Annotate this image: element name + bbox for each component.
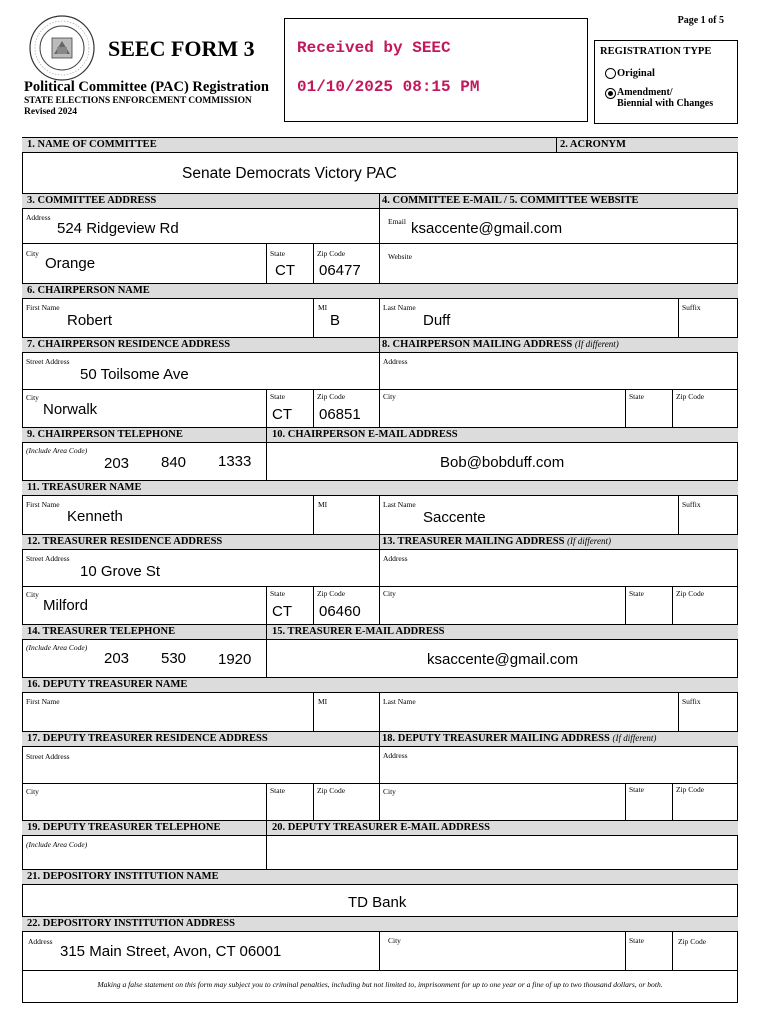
treasurer-state[interactable]: CT	[272, 603, 292, 620]
label-area-code-2: (Include Area Code)	[26, 643, 88, 652]
committee-state-field[interactable]: CT	[275, 262, 295, 279]
chair-phone-line[interactable]: 1333	[218, 453, 252, 470]
registration-type-title: REGISTRATION TYPE	[600, 46, 712, 57]
chair-state[interactable]: CT	[272, 406, 292, 423]
header-section-17-18	[22, 731, 738, 747]
treasurer-email-field[interactable]: ksaccente@gmail.com	[427, 651, 579, 668]
label-zip-2: Zip Code	[317, 392, 346, 401]
label-treasurer-mailing: 13. TREASURER MAILING ADDRESS (If different)	[382, 536, 611, 547]
depository-name-field[interactable]: TD Bank	[348, 894, 407, 911]
chair-email-field[interactable]: Bob@bobduff.com	[440, 454, 565, 471]
label-state-7: State	[629, 785, 644, 794]
stamp-line-2: 01/10/2025 08:15 PM	[297, 78, 480, 96]
header-section-16	[22, 677, 738, 693]
label-treasurer-name: 11. TREASURER NAME	[27, 482, 142, 493]
label-city-8: City	[388, 936, 401, 945]
label-amendment-2: Biennial with Changes	[617, 98, 714, 109]
chair-zip[interactable]: 06851	[319, 406, 361, 423]
label-amendment-1: Amendment/	[617, 87, 673, 98]
label-email: Email	[388, 217, 406, 226]
label-depository-name: 21. DEPOSITORY INSTITUTION NAME	[27, 871, 219, 882]
label-street-address-3: Street Address	[26, 752, 70, 761]
label-state-3: State	[629, 392, 644, 401]
label-state-4: State	[270, 589, 285, 598]
label-zip-8: Zip Code	[678, 937, 707, 946]
seec-seal	[28, 14, 96, 82]
treasurer-zip[interactable]: 06460	[319, 603, 361, 620]
label-address: Address	[26, 213, 51, 222]
label-area-code-3: (Include Area Code)	[26, 840, 88, 849]
label-address-2: Address	[383, 357, 408, 366]
page-number: Page 1 of 5	[677, 15, 724, 26]
label-acronym: 2. ACRONYM	[560, 139, 626, 150]
label-website: Website	[388, 252, 412, 261]
header-section-22	[22, 916, 738, 932]
received-stamp	[284, 18, 588, 122]
radio-original[interactable]	[605, 68, 616, 79]
label-name-of-committee: 1. NAME OF COMMITTEE	[27, 139, 157, 150]
chair-phone-prefix[interactable]: 840	[161, 454, 187, 471]
header-section-21	[22, 869, 738, 885]
label-city-6: City	[26, 787, 39, 796]
depository-address-field[interactable]: 315 Main Street, Avon, CT 06001	[60, 943, 282, 960]
label-area-code: (Include Area Code)	[26, 446, 88, 455]
label-state-8: State	[629, 936, 644, 945]
label-zip-3: Zip Code	[676, 392, 705, 401]
label-treasurer-phone: 14. TREASURER TELEPHONE	[27, 626, 176, 637]
label-chairperson-name: 6. CHAIRPERSON NAME	[27, 285, 150, 296]
label-original: Original	[617, 68, 655, 79]
header-section-19-20	[22, 820, 738, 836]
chair-first-name[interactable]: Robert	[67, 312, 113, 329]
treasurer-first-name[interactable]: Kenneth	[67, 508, 123, 525]
treasurer-city[interactable]: Milford	[43, 597, 89, 614]
label-mi-3: MI	[318, 697, 328, 706]
header-section-3-4	[22, 193, 738, 209]
label-state-5: State	[629, 589, 644, 598]
chair-city[interactable]: Norwalk	[43, 401, 98, 418]
treasurer-last-name[interactable]: Saccente	[423, 509, 486, 526]
chair-street[interactable]: 50 Toilsome Ave	[80, 366, 189, 383]
chair-phone-area[interactable]: 203	[104, 455, 130, 472]
label-deputy-name: 16. DEPUTY TREASURER NAME	[27, 679, 188, 690]
label-suffix-2: Suffix	[682, 500, 701, 509]
label-first-name: First Name	[26, 303, 60, 312]
label-committee-email-website: 4. COMMITTEE E-MAIL / 5. COMMITTEE WEBSITE	[382, 195, 639, 206]
treasurer-phone-prefix[interactable]: 530	[161, 650, 187, 667]
header-section-7-8	[22, 337, 738, 353]
label-zip-4: Zip Code	[317, 589, 346, 598]
label-address-4: Address	[383, 751, 408, 760]
label-address-5: Address	[28, 937, 53, 946]
label-deputy-residence: 17. DEPUTY TREASURER RESIDENCE ADDRESS	[27, 733, 268, 744]
form-title: SEEC FORM 3	[108, 36, 255, 61]
label-city: City	[26, 249, 39, 258]
label-street-address-2: Street Address	[26, 554, 70, 563]
registration-type-box	[594, 40, 738, 124]
label-last-name-2: Last Name	[383, 500, 416, 509]
label-state-6: State	[270, 786, 285, 795]
label-first-name-3: First Name	[26, 697, 60, 706]
treasurer-phone-area[interactable]: 203	[104, 650, 130, 667]
radio-amendment[interactable]	[605, 88, 616, 99]
header-section-14-15	[22, 624, 738, 640]
label-deputy-email: 20. DEPUTY TREASURER E-MAIL ADDRESS	[272, 822, 490, 833]
label-mi: MI	[318, 303, 328, 312]
form-subtitle: Political Committee (PAC) Registration	[24, 79, 269, 95]
label-suffix: Suffix	[682, 303, 701, 312]
label-chair-email: 10. CHAIRPERSON E-MAIL ADDRESS	[272, 429, 458, 440]
stamp-line-1: Received by SEEC	[297, 39, 451, 57]
label-city-7: City	[383, 787, 396, 796]
label-treasurer-residence: 12. TREASURER RESIDENCE ADDRESS	[27, 536, 223, 547]
committee-zip-field[interactable]: 06477	[319, 262, 361, 279]
treasurer-phone-line[interactable]: 1920	[218, 651, 252, 668]
label-first-name-2: First Name	[26, 500, 60, 509]
label-suffix-3: Suffix	[682, 697, 701, 706]
label-mi-2: MI	[318, 500, 328, 509]
label-chair-residence: 7. CHAIRPERSON RESIDENCE ADDRESS	[27, 339, 231, 350]
label-committee-address: 3. COMMITTEE ADDRESS	[27, 195, 157, 206]
label-address-3: Address	[383, 554, 408, 563]
label-state: State	[270, 249, 285, 258]
agency-name: STATE ELECTIONS ENFORCEMENT COMMISSION	[24, 96, 252, 106]
label-chair-mailing: 8. CHAIRPERSON MAILING ADDRESS (If different)	[382, 339, 619, 350]
label-zip: Zip Code	[317, 249, 346, 258]
label-zip-6: Zip Code	[317, 786, 346, 795]
header-section-9-10	[22, 427, 738, 443]
chair-last-name[interactable]: Duff	[423, 312, 451, 329]
label-last-name-3: Last Name	[383, 697, 416, 706]
treasurer-street[interactable]: 10 Grove St	[80, 563, 161, 580]
label-depository-address: 22. DEPOSITORY INSTITUTION ADDRESS	[27, 918, 235, 929]
label-deputy-phone: 19. DEPUTY TREASURER TELEPHONE	[27, 822, 221, 833]
label-chair-phone: 9. CHAIRPERSON TELEPHONE	[27, 429, 183, 440]
header-section-1-2	[22, 137, 738, 153]
header-section-12-13	[22, 534, 738, 550]
false-statement-warning: Making a false statement on this form may subject you to criminal penalties, including but not limited to, imprisonment for up to one year or a fine of up to two thousand dollars, or both.	[97, 980, 663, 989]
label-zip-7: Zip Code	[676, 785, 705, 794]
label-treasurer-email: 15. TREASURER E-MAIL ADDRESS	[272, 626, 445, 637]
label-deputy-mailing: 18. DEPUTY TREASURER MAILING ADDRESS (If different)	[382, 733, 657, 744]
chair-mi[interactable]: B	[330, 312, 341, 329]
label-city-4: City	[26, 590, 39, 599]
header-section-11	[22, 480, 738, 496]
header-section-6	[22, 283, 738, 299]
label-city-3: City	[383, 392, 396, 401]
label-street-address: Street Address	[26, 357, 70, 366]
committee-email-field[interactable]: ksaccente@gmail.com	[411, 220, 563, 237]
label-city-2: City	[26, 393, 39, 402]
label-state-2: State	[270, 392, 285, 401]
committee-name-field[interactable]: Senate Democrats Victory PAC	[182, 165, 397, 182]
label-zip-5: Zip Code	[676, 589, 705, 598]
committee-city-field[interactable]: Orange	[45, 255, 96, 272]
label-last-name: Last Name	[383, 303, 416, 312]
revised-date: Revised 2024	[24, 107, 78, 117]
committee-address-field[interactable]: 524 Ridgeview Rd	[57, 220, 179, 237]
label-city-5: City	[383, 589, 396, 598]
